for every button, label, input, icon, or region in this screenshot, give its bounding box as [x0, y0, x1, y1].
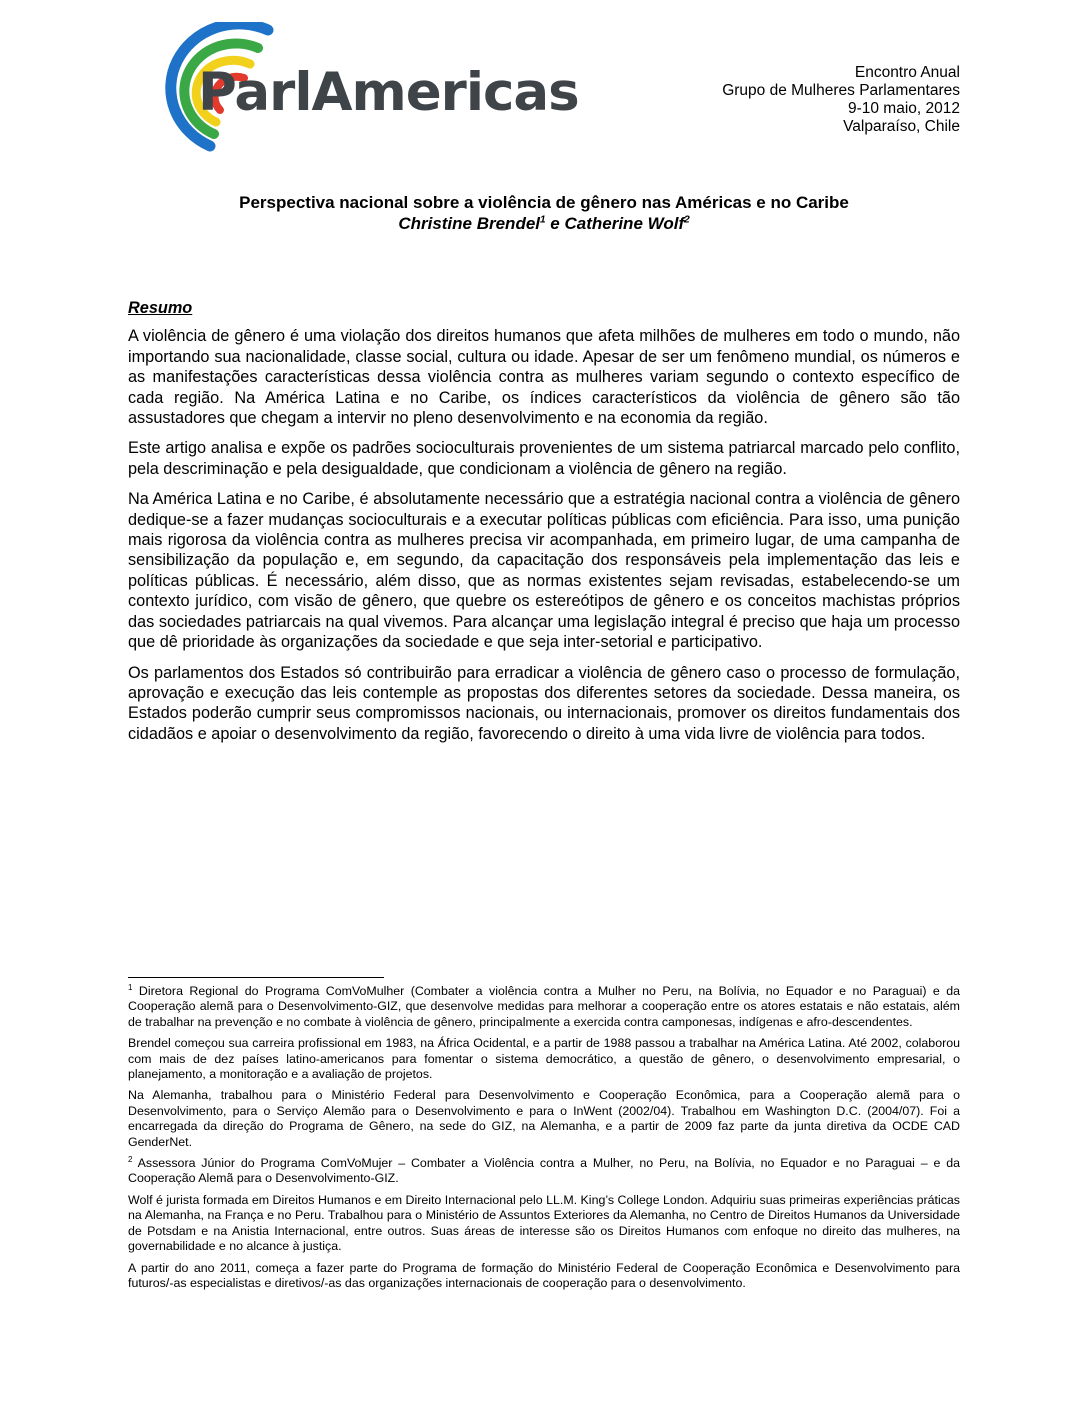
- footnote-1-text: Diretora Regional do Programa ComVoMulher (Combater a violência contra a Mulher no Peru, na Bolívia, no Equador e no Paraguai) e da Cooperação alemã para o Desenvolvimento-GIZ, que desenvolve medidas para melhorar a cooperação entre os atores estatais e não estatais, além de trabalhar na prevenção e no combate à violência de gênero, principalmente a exercida contra camponesas, indígenas e afro-descendentes.: [128, 984, 960, 1029]
- footnote-1-paragraph-2: Brendel começou sua carreira profissional em 1983, na África Ocidental, e a partir de 1988 passou a trabalhar na América Latina. Até 2002, colaborou com mais de dez países latino-americanos para fomentar o sistema democrático, a questão de gênero, o desenvolvimento empresarial, o planejamento, a monitoração e a avaliação de projetos.: [128, 1036, 960, 1082]
- footnote-2: [128, 1156, 960, 1187]
- logo-wordmark: ParlAmericas: [198, 62, 579, 123]
- footnote-1-mark: 1: [128, 982, 133, 992]
- footnotes-section: [128, 984, 960, 1297]
- author-joiner: e: [545, 214, 565, 233]
- abstract-section: [128, 298, 960, 754]
- parlamericas-logo: [140, 22, 590, 152]
- author-2-footnote-ref[interactable]: 2: [684, 214, 690, 226]
- footnote-1-paragraph-3: Na Alemanha, trabalhou para o Ministério Federal para Desenvolvimento e Cooperação Econômica, para a Cooperação alemã para o Desenvolvimento, para o Serviço Alemão para o Desenvolvimento e para o InWent (2002/04). Trabalhou em Washington D.C. (2004/07). Foi a encarregada da direção do Programa de Gênero, na sede do GIZ, na Alemanha, e a partir de 2009 faz parte da junta diretiva da OCDE CAD GenderNet.: [128, 1088, 960, 1149]
- abstract-paragraph-4: Os parlamentos dos Estados só contribuirão para erradicar a violência de gênero caso o processo de formulação, aprovação e execução das leis contemple as propostas dos diferentes setores da sociedade. Dessa maneira, os Estados poderão cumprir seus compromissos nacionais, ou internacionais, promover os direitos fundamentais dos cidadãos e apoiar o desenvolvimento da região, favorecendo o direito à uma vida livre de violência para todos.: [128, 663, 960, 743]
- footnote-1: [128, 984, 960, 1030]
- author-1: Christine Brendel: [398, 214, 541, 233]
- document-authors: [128, 213, 960, 234]
- abstract-heading: Resumo: [128, 299, 193, 317]
- abstract-paragraph-1: A violência de gênero é uma violação dos direitos humanos que afeta milhões de mulheres em todo o mundo, não importando sua nacionalidade, classe social, cultura ou idade. Apesar de ser um fenômeno mundial, os números e as manifestações características dessa violência contra as mulheres variam segundo o contexto específico de cada região. Na América Latina e no Caribe, os índices característicos da violência de gênero são tão assustadores que chegam a intervir no pleno desenvolvimento e na economia da região.: [128, 327, 960, 428]
- event-info: [722, 64, 960, 136]
- event-name: Encontro Anual: [854, 64, 960, 81]
- abstract-paragraph-3: Na América Latina e no Caribe, é absolutamente necessário que a estratégia nacional contra a violência de gênero dedique-se a fazer mudanças socioculturais e a executar políticas públicas com eficiência. Para isso, uma punição mais rigorosa da violência contra as mulheres precisa vir acompanhada, em primeiro lugar, de uma campanha de sensibilização da população e, em segundo, da capacitação dos responsáveis pela implementação das leis e políticas públicas. É necessário, além disso, que as normas existentes sejam revisadas, estabelecendo-se um contexto jurídico, com visão de gênero, que quebre os estereótipos de gênero e os conceitos machistas próprios das sociedades patriarcais na qual vivemos. Para alcançar uma legislação integral é preciso que haja um processo que dê prioridade às organizações da sociedade e que seja inter-setorial e participativo.: [128, 490, 960, 652]
- abstract-paragraph-2: Este artigo analisa e expõe os padrões socioculturais provenientes de um sistema patriarcal marcado pelo conflito, pela descriminação e pela desigualdade, que condicionam a violência de gênero na região.: [128, 439, 960, 478]
- footnote-2-mark: 2: [128, 1154, 133, 1164]
- footnote-2-paragraph-2: Wolf é jurista formada em Direitos Humanos e em Direito Internacional pelo LL.M. King’s College London. Adquiriu suas primeiras experiências práticas na Alemanha, na França e no Peru. Trabalhou para o Ministério de Assuntos Exteriores da Alemanha, no Centro de Direitos Humanos da Universidade de Potsdam e na Anistia Internacional, entre outros. Suas áreas de interesse são os Direitos Humanos com enfoque no direito das mulheres, na governabilidade e no alcance à justiça.: [128, 1192, 960, 1254]
- footnote-2-paragraph-3: A partir do ano 2011, começa a fazer parte do Programa de formação do Ministério Federal de Cooperação Econômica e Desenvolvimento para futuros/-as especialistas e diretivos/-as das organizações internacionais de cooperação para o desenvolvimento.: [128, 1260, 960, 1290]
- footnote-divider: [128, 977, 384, 978]
- footnote-2-text: Assessora Júnior do Programa ComVoMujer – Combater a Violência contra a Mulher, no Peru, na Bolívia, no Equador e no Paraguai – e da Cooperação Alemã para o Desenvolvimento-GIZ.: [128, 1156, 960, 1186]
- author-2: Catherine Wolf: [564, 214, 685, 233]
- document-title-block: [128, 192, 960, 234]
- event-group: Grupo de Mulheres Parlamentares: [722, 82, 960, 99]
- event-date: 9-10 maio, 2012: [847, 100, 960, 117]
- event-location: Valparaíso, Chile: [843, 118, 960, 135]
- document-title: Perspectiva nacional sobre a violência de gênero nas Américas e no Caribe: [239, 193, 849, 212]
- author-1-footnote-ref[interactable]: 1: [540, 214, 546, 226]
